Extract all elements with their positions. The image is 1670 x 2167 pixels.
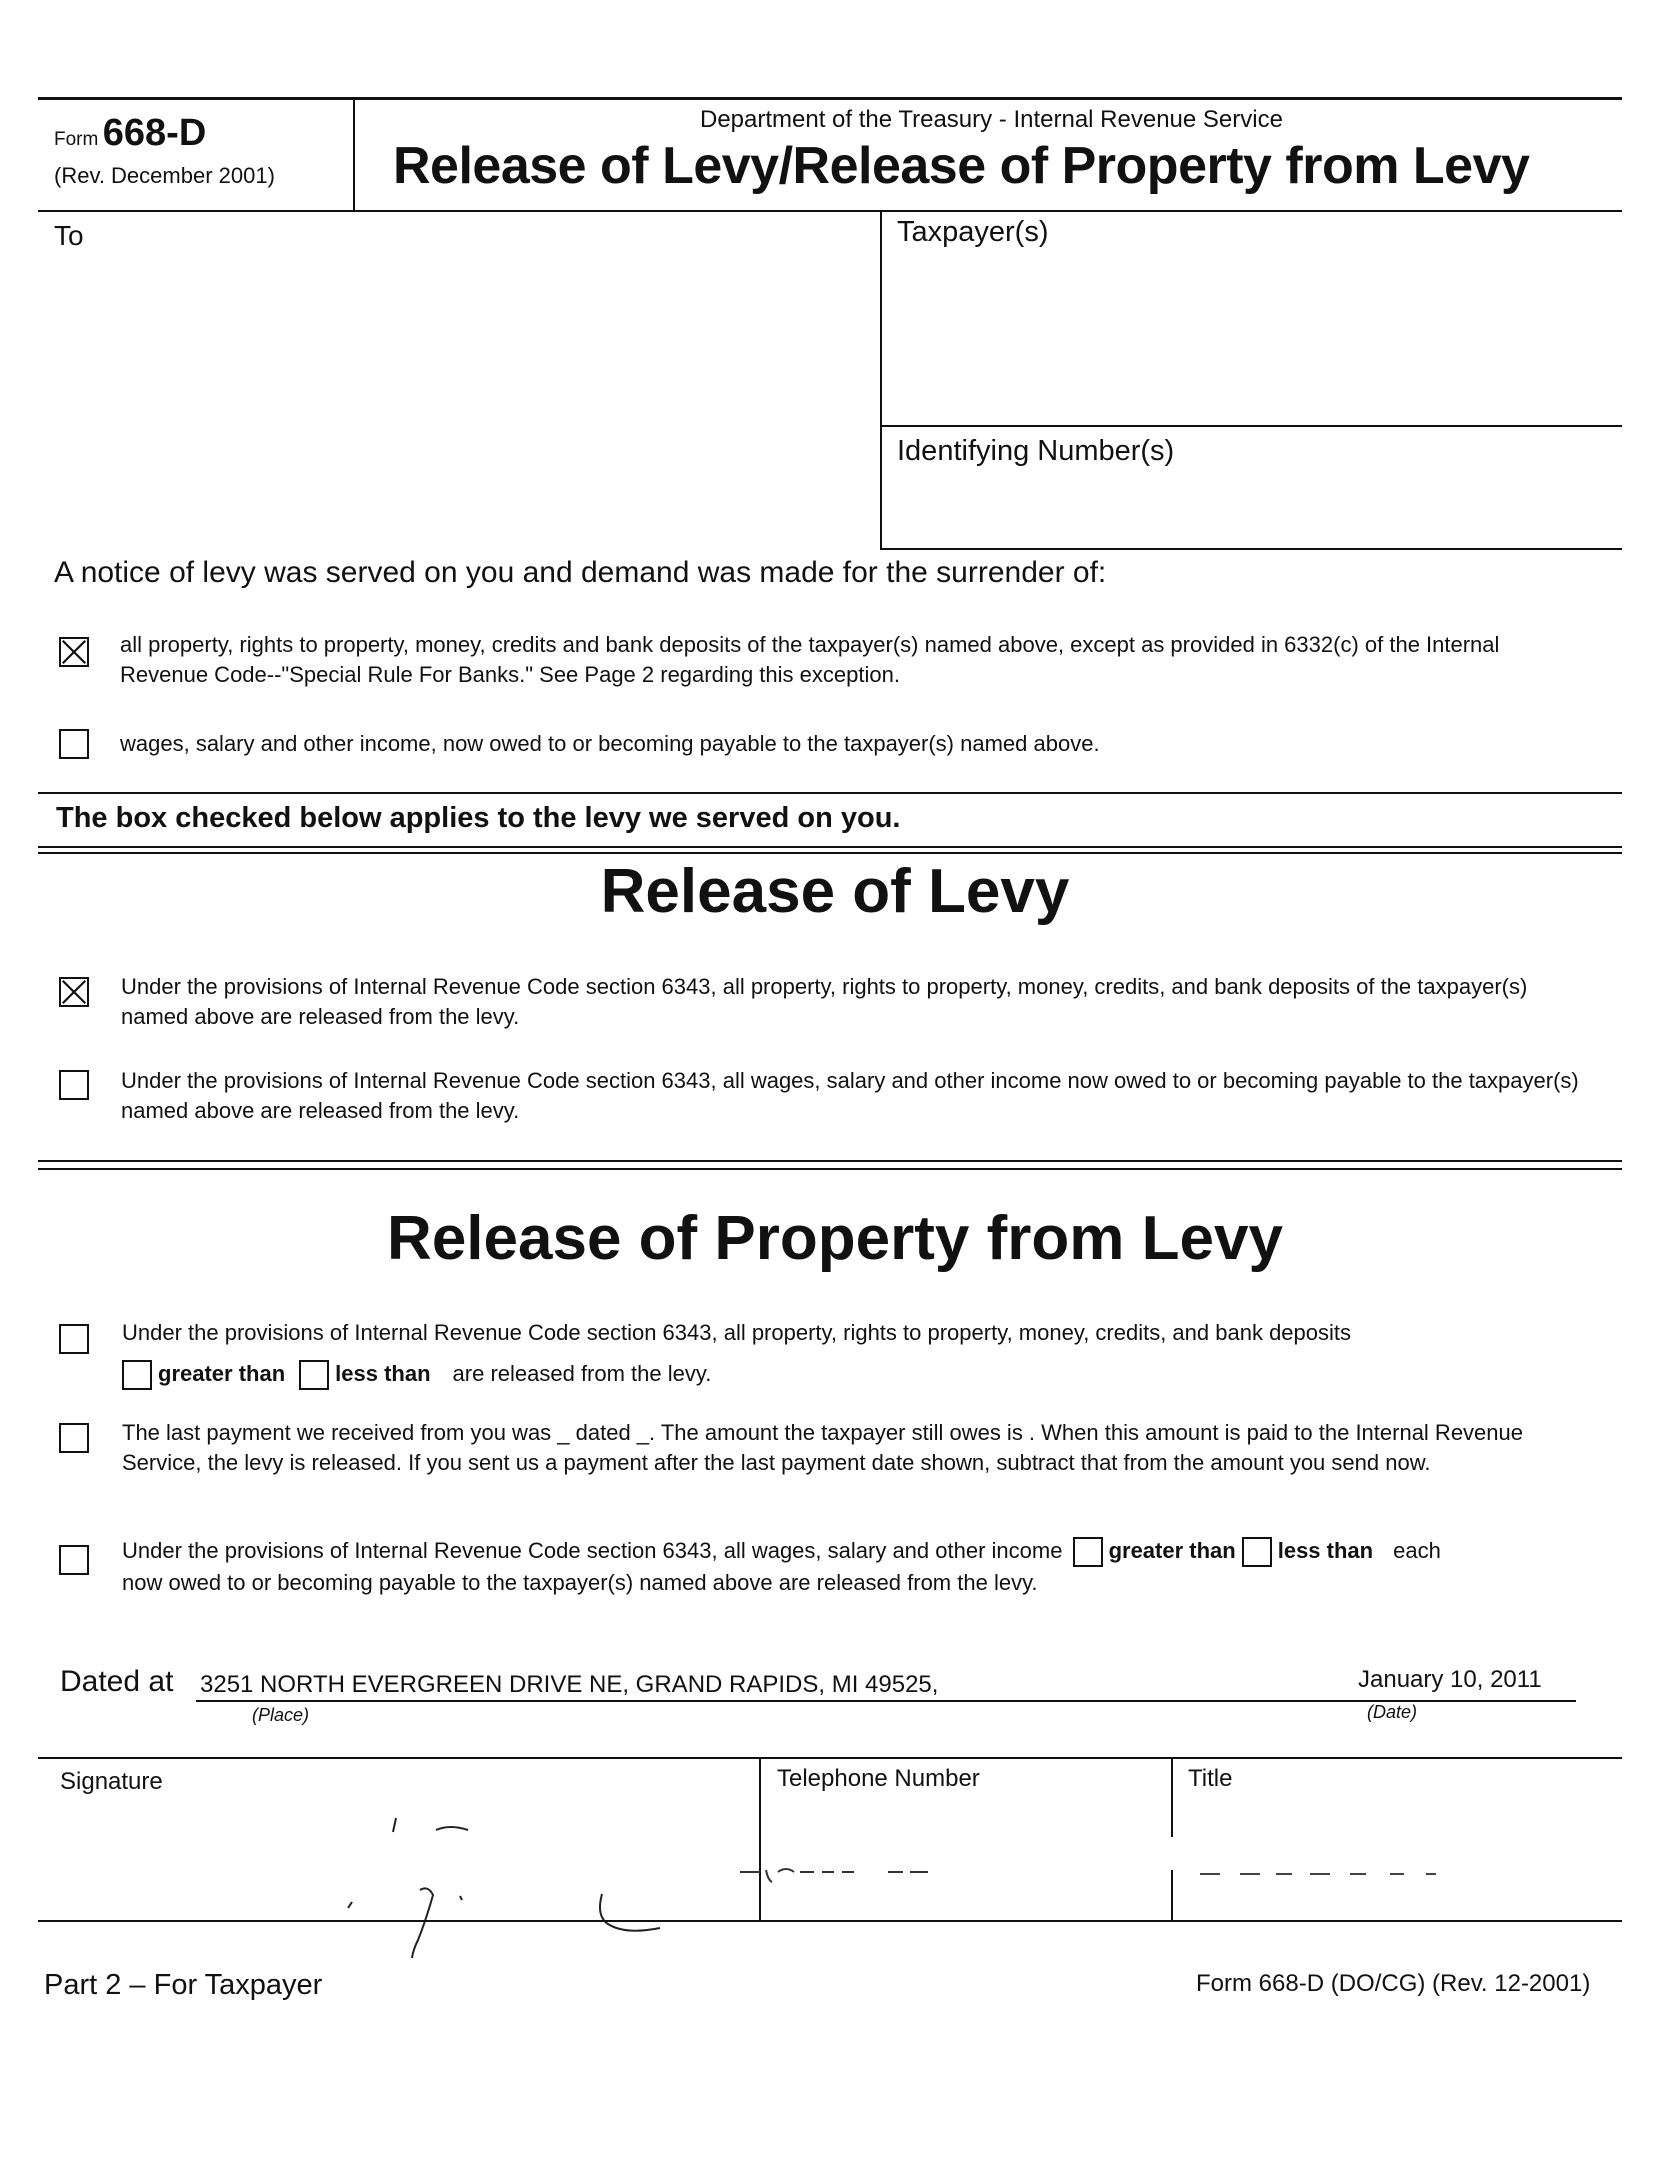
wages-less-than-checkbox[interactable] <box>1242 1537 1272 1567</box>
release-property-wages-line1 <box>122 1534 1632 1568</box>
release-of-property-heading: Release of Property from Levy <box>387 1204 1283 1273</box>
release-levy-top-rule-1 <box>38 846 1622 848</box>
release-property-wages-checkbox[interactable] <box>59 1545 89 1575</box>
header-bottom-rule <box>38 210 1622 212</box>
header-divider <box>353 100 355 212</box>
signature-label: Signature <box>60 1768 163 1795</box>
wages-lead-text: Under the provisions of Internal Revenue Code section 6343, all wages, salary and other income <box>122 1538 1063 1563</box>
release-property-wages-line2: now owed to or becoming payable to the taxpayer(s) named above are released from the levy. <box>122 1570 1038 1595</box>
wages-each-text: each <box>1393 1538 1441 1563</box>
form-word: Form <box>54 129 99 150</box>
notice-text: A notice of levy was served on you and demand was made for the surrender of: <box>54 556 1107 589</box>
release-property-bank-line2 <box>122 1357 711 1391</box>
notice-option-wages-text: wages, salary and other income, now owed to or becoming payable to the taxpayer(s) named above. <box>120 731 1100 756</box>
telephone-divider <box>1171 1757 1173 1837</box>
identifying-number-label: Identifying Number(s) <box>897 435 1175 467</box>
signature-row-top-rule <box>38 1757 1622 1759</box>
bank-less-than-checkbox[interactable] <box>299 1360 329 1390</box>
bank-greater-than-checkbox[interactable] <box>122 1360 152 1390</box>
release-levy-property-checkbox[interactable] <box>59 977 89 1007</box>
footer-part: Part 2 – For Taxpayer <box>44 1969 323 2001</box>
dated-date-value: January 10, 2011 <box>1358 1666 1542 1693</box>
taxpayer-rule <box>880 425 1622 427</box>
telephone-scribble-image <box>738 1860 998 1890</box>
notice-option-property-checkbox[interactable] <box>59 637 89 667</box>
release-property-payment-checkbox[interactable] <box>59 1423 89 1453</box>
release-levy-top-rule-2 <box>38 852 1622 854</box>
handwritten-signature-image <box>300 1790 720 1960</box>
signature-row-bottom-rule <box>38 1920 1622 1922</box>
notice-bottom-rule <box>38 792 1622 794</box>
taxpayer-label: Taxpayer(s) <box>897 216 1049 248</box>
release-property-top-rule-1 <box>38 1160 1622 1162</box>
bank-less-than-label: less than <box>335 1361 431 1386</box>
place-caption: (Place) <box>252 1705 310 1725</box>
telephone-label: Telephone Number <box>777 1765 980 1792</box>
wages-less-than-label: less than <box>1277 1538 1374 1563</box>
release-property-payment-text: The last payment we received from you was _ dated _. The amount the taxpayer still owes is . When this amount is paid to the Internal Revenue Service, the levy is released. If you sent us a payment after the last payment date shown, subtract that from the amount you send now. <box>122 1420 1523 1475</box>
release-of-levy-heading: Release of Levy <box>600 857 1070 926</box>
page-title: Release of Levy/Release of Property from Levy <box>393 137 1530 195</box>
notice-option-wages-checkbox[interactable] <box>59 729 89 759</box>
form-revision: (Rev. December 2001) <box>54 163 275 188</box>
form-number: 668-D <box>102 112 207 154</box>
telephone-divider-lower <box>1171 1870 1173 1922</box>
release-levy-wages-text: Under the provisions of Internal Revenue Code section 6343, all wages, salary and other income now owed to or becoming payable to the taxpayer(s) named above are released from the levy. <box>121 1068 1579 1123</box>
bank-released-text: are released from the levy. <box>452 1361 712 1386</box>
bank-greater-than-label: greater than <box>158 1361 286 1386</box>
info-box-bottom-rule <box>880 548 1622 550</box>
date-caption: (Date) <box>1367 1702 1418 1722</box>
to-box-divider <box>880 212 882 550</box>
release-property-bank-line1: Under the provisions of Internal Revenue Code section 6343, all property, rights to property, money, credits, and bank deposits <box>122 1320 1352 1345</box>
release-property-bank-checkbox[interactable] <box>59 1324 89 1354</box>
release-levy-property-text: Under the provisions of Internal Revenue Code section 6343, all property, rights to property, money, credits, and bank deposits of the taxpayer(s) named above are released from the levy. <box>121 974 1528 1029</box>
wages-greater-than-checkbox[interactable] <box>1073 1537 1103 1567</box>
box-checked-notice: The box checked below applies to the levy we served on you. <box>56 802 901 834</box>
signature-divider <box>759 1757 761 1922</box>
wages-greater-than-label: greater than <box>1108 1538 1236 1563</box>
title-scribble-image <box>1180 1864 1470 1884</box>
header-top-rule <box>38 97 1622 100</box>
to-label: To <box>54 220 84 251</box>
checked-x-icon <box>61 979 87 1005</box>
checked-x-icon <box>61 639 87 665</box>
release-levy-wages-checkbox[interactable] <box>59 1070 89 1100</box>
release-property-top-rule-2 <box>38 1168 1622 1170</box>
dated-place-value: 3251 NORTH EVERGREEN DRIVE NE, GRAND RAPIDS, MI 49525, <box>200 1671 939 1698</box>
footer-form-ref: Form 668-D (DO/CG) (Rev. 12-2001) <box>1196 1970 1591 1997</box>
form-id <box>54 112 206 155</box>
department-name: Department of the Treasury - Internal Revenue Service <box>700 106 1283 133</box>
dated-at-label: Dated at <box>60 1665 174 1698</box>
notice-option-property-text: all property, rights to property, money, credits and bank deposits of the taxpayer(s) named above, except as provided in 6332(c) of the Internal Revenue Code--"Special Rule For Banks." See Page 2 regarding this exception. <box>120 632 1500 687</box>
title-label: Title <box>1188 1765 1233 1792</box>
